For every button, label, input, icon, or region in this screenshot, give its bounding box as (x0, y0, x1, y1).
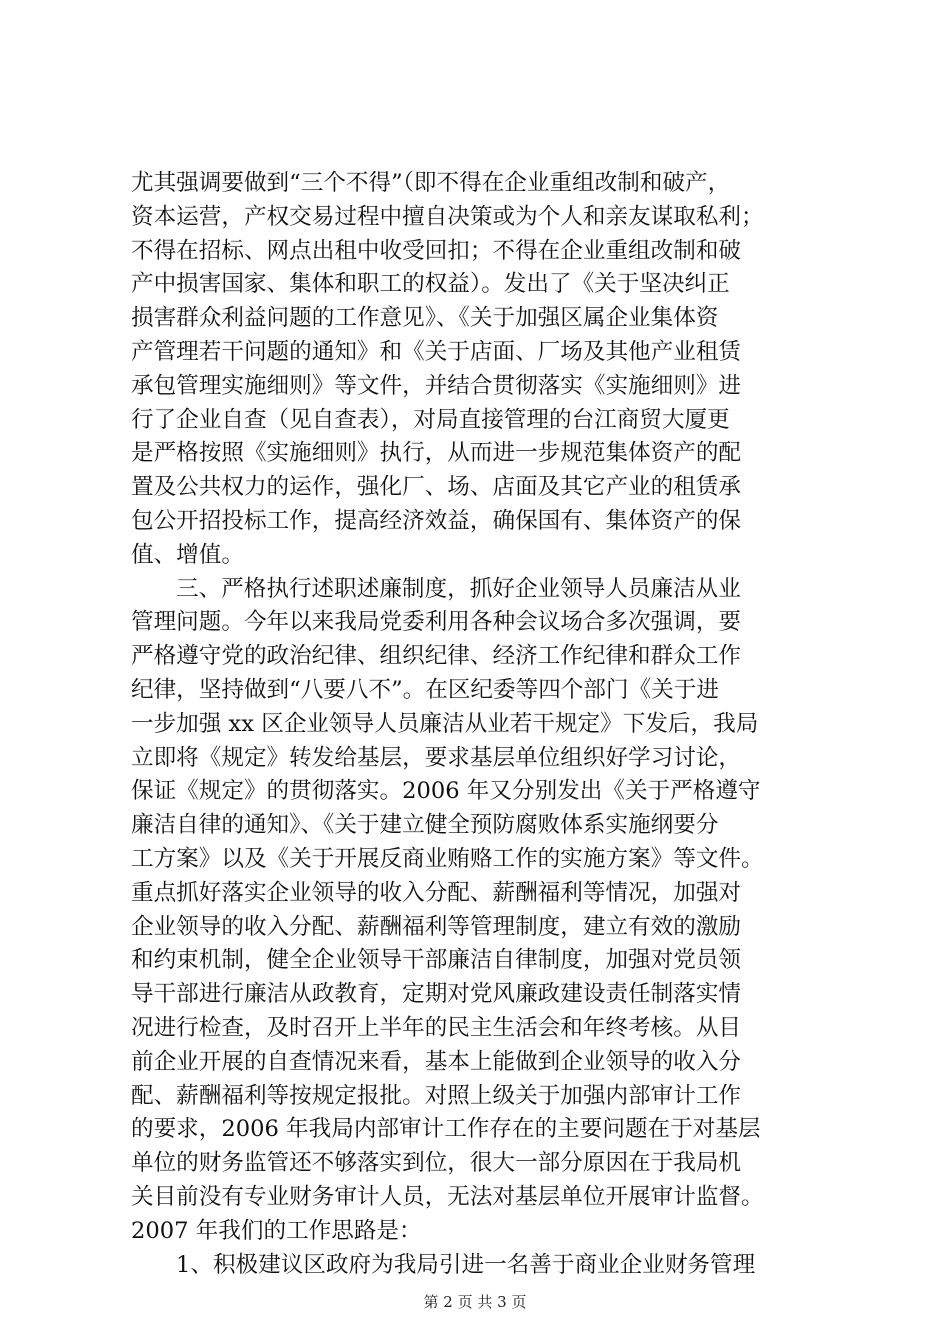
text-line: 况进行检查，及时召开上半年的民主生活会和年终考核。从目 (131, 1014, 742, 1041)
text-line: 纪律，坚持做到“八要八不”。在区纪委等四个部门《关于进 (131, 676, 719, 703)
text-line: 前企业开展的自查情况来看，基本上能做到企业领导的收入分 (131, 1048, 742, 1075)
text-line: 承包管理实施细则》等文件，并结合贯彻落实《实施细则》进 (131, 372, 742, 399)
text-line: 保证《规定》的贯彻落实。2006 年又分别发出《关于严格遵守 (131, 778, 761, 805)
text-line: 立即将《规定》转发给基层，要求基层单位组织好学习讨论， (131, 744, 742, 771)
text-line: 工方案》以及《关于开展反商业贿赂工作的实施方案》等文件。 (131, 845, 764, 872)
text-line: 管理问题。今年以来我局党委利用各种会议场合多次强调，要 (131, 609, 742, 636)
text-line: 导干部进行廉洁从政教育，定期对党风廉政建设责任制落实情 (131, 981, 742, 1008)
text-line: 产中损害国家、集体和职工的权益）。发出了《关于坚决纠正 (131, 271, 730, 298)
text-line: 严格遵守党的政治纪律、组织纪律、经济工作纪律和群众工作 (131, 643, 742, 670)
text-line: 损害群众利益问题的工作意见》、《关于加强区属企业集体资 (131, 305, 719, 332)
text-line: 配、薪酬福利等按规定报批。对照上级关于加强内部审计工作 (131, 1082, 742, 1109)
text-line: 单位的财务监管还不够落实到位，很大一部分原因在于我局机 (131, 1150, 742, 1177)
text-line: 产管理若干问题的通知》和《关于店面、厂场及其他产业租赁 (131, 338, 742, 365)
text-line: 廉洁自律的通知》、《关于建立健全预防腐败体系实施纲要分 (131, 812, 719, 839)
text-line: 值、增值。 (131, 541, 244, 568)
text-line: 关目前没有专业财务审计人员，无法对基层单位开展审计监督。 (131, 1183, 764, 1210)
text-line: 是严格按照《实施细则》执行，从而进一步规范集体资产的配 (131, 440, 742, 467)
text-line: 和约束机制，健全企业领导干部廉洁自律制度，加强对党员领 (131, 947, 742, 974)
document-body (131, 167, 831, 1282)
text-line: 的要求，2006 年我局内部审计工作存在的主要问题在于对基层 (131, 1116, 761, 1143)
text-line: 重点抓好落实企业领导的收入分配、薪酬福利等情况，加强对 (131, 879, 742, 906)
text-line: 资本运营，产权交易过程中擅自决策或为个人和亲友谋取私利； (131, 203, 764, 230)
text-line: 企业领导的收入分配、薪酬福利等管理制度，建立有效的激励 (131, 913, 742, 940)
text-line: 置及公共权力的运作，强化厂、场、店面及其它产业的租赁承 (131, 474, 742, 501)
paragraph-start-line: 三、严格执行述职述廉制度，抓好企业领导人员廉洁从业 (176, 575, 741, 602)
text-line: 一步加强 xx 区企业领导人员廉洁从业若干规定》下发后，我局 (131, 710, 759, 737)
page-number-footer: 第 2 页 共 3 页 (423, 1293, 527, 1311)
text-line: 2007 年我们的工作思路是： (131, 1217, 422, 1244)
text-line: 行了企业自查（见自查表），对局直接管理的台江商贸大厦更 (131, 406, 730, 433)
text-line: 包公开招投标工作，提高经济效益，确保国有、集体资产的保 (131, 507, 742, 534)
paragraph-start-line: 1、积极建议区政府为我局引进一名善于商业企业财务管理 (176, 1251, 756, 1278)
text-line: 尤其强调要做到“三个不得”（即不得在企业重组改制和破产， (131, 170, 731, 196)
text-line: 不得在招标、网点出租中收受回扣；不得在企业重组改制和破 (131, 237, 742, 264)
